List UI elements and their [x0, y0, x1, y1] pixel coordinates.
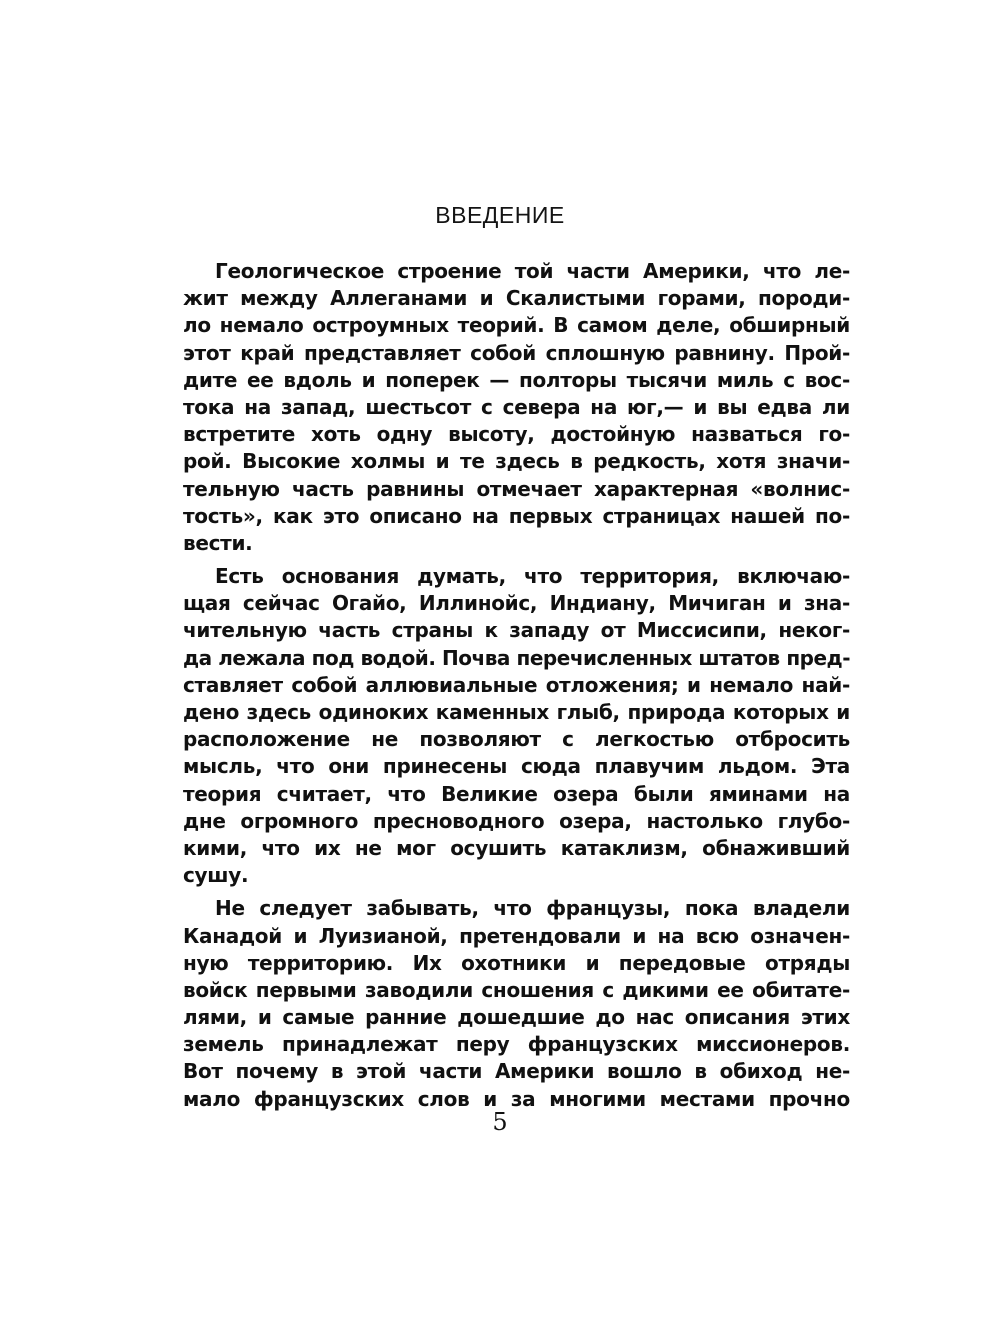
text-line: Не следует забывать, что французы, пока владели	[215, 896, 850, 921]
paragraph	[183, 895, 850, 1113]
text-line: войск первыми заводили сношения с дикими ее обитате-	[183, 977, 850, 1002]
paragraph	[183, 258, 850, 557]
text-line: тока на запад, шестьсот с севера на юг,— и вы едва ли	[183, 394, 850, 419]
text-line: щая сейчас Огайо, Иллинойс, Индиану, Мичиган и зна-	[183, 591, 850, 616]
text-line: Канадой и Луизианой, претендовали и на всю означен-	[183, 923, 850, 948]
text-line: лями, и самые ранние дошедшие до нас описания этих	[183, 1005, 850, 1030]
text-line: ставляет собой аллювиальные отложения; и немало най-	[183, 672, 850, 697]
text-line: чительную часть страны к западу от Миссисипи, неког-	[183, 618, 850, 643]
text-line: сушу.	[183, 863, 249, 888]
text-line: мало французских слов и за многими местами прочно	[183, 1086, 850, 1111]
text-line: кими, что их не мог осушить катаклизм, обнаживший	[183, 835, 850, 860]
text-line: теория считает, что Великие озера были яминами на	[183, 781, 850, 806]
text-line: Вот почему в этой части Америки вошло в обиход не-	[183, 1059, 850, 1084]
text-line: дено здесь одиноких каменных глыб, природа которых и	[183, 700, 850, 724]
text-line: Есть основания думать, что территория, включаю-	[215, 564, 850, 589]
text-line: дите ее вдоль и поперек — полторы тысячи миль с вос-	[183, 367, 850, 392]
text-line: земель принадлежат перу французских миссионеров.	[183, 1032, 850, 1057]
page-number: 5	[492, 1108, 508, 1136]
paragraph	[183, 563, 850, 889]
text-line: жит между Аллеганами и Скалистыми горами, породи-	[183, 286, 850, 311]
text-line: дне огромного пресноводного озера, настолько глубо-	[183, 808, 850, 833]
text-line: ную территорию. Их охотники и передовые отряды	[183, 950, 850, 975]
text-line: мысль, что они принесены сюда плавучим льдом. Эта	[183, 754, 850, 779]
text-line: этот край представляет собой сплошную равнину. Прой-	[183, 340, 850, 365]
text-line: расположение не позволяют с легкостью отбросить	[183, 727, 850, 752]
text-line: ло немало остроумных теорий. В самом деле, обширный	[183, 313, 850, 338]
text-line: да лежала под водой. Почва перечисленных штатов пред-	[183, 645, 850, 670]
chapter-heading: ВВЕДЕНИЕ	[435, 202, 565, 228]
text-line: Геологическое строение той части Америки, что ле-	[215, 259, 850, 283]
body-text	[183, 258, 850, 1113]
text-line: рой. Высокие холмы и те здесь в редкость, хотя значи-	[183, 449, 850, 474]
text-line: вести.	[183, 530, 253, 555]
text-line: тость», как это описано на первых страницах нашей по-	[183, 503, 850, 528]
text-line: тельную часть равнины отмечает характерная «волнис-	[183, 476, 850, 501]
text-line: встретите хоть одну высоту, достойную назваться го-	[183, 422, 850, 447]
